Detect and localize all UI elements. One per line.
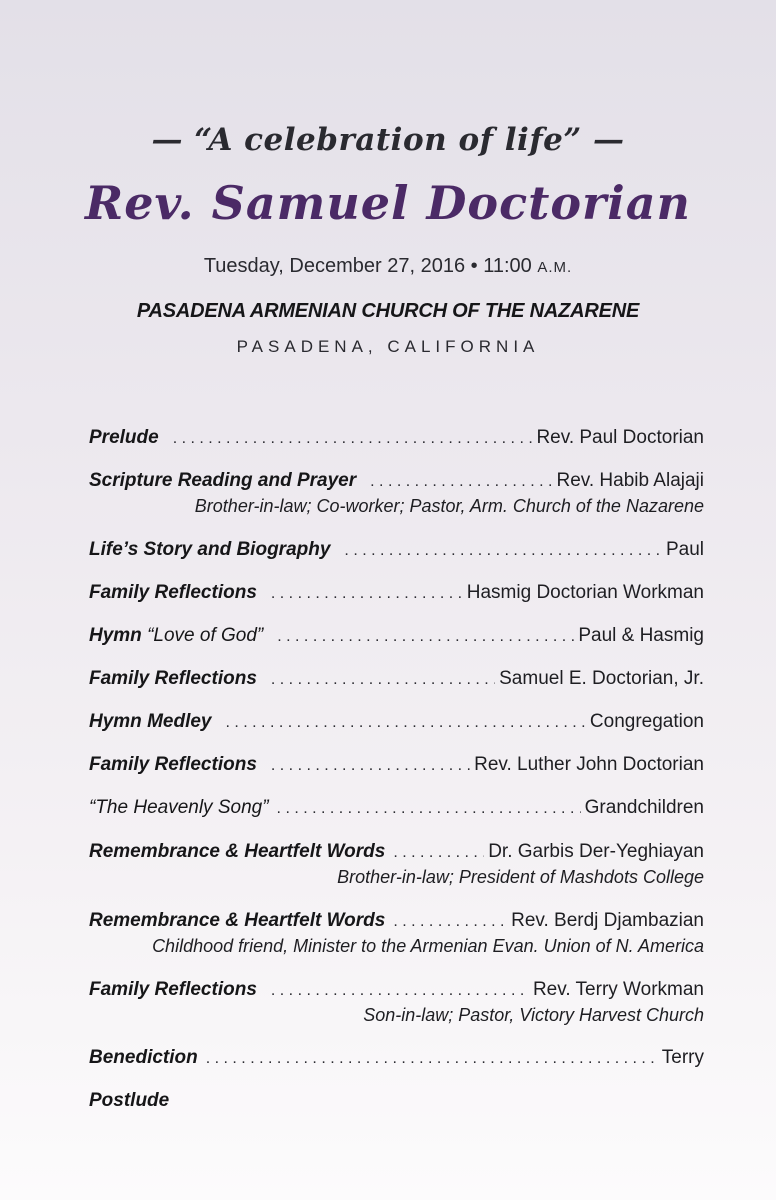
dot-leader <box>271 667 495 693</box>
program-item-title: Family Reflections <box>89 668 257 689</box>
program-item <box>89 839 704 889</box>
program-item <box>89 537 704 563</box>
program-item-title: Prelude <box>89 427 159 448</box>
program-item-person: Rev. Terry Workman <box>532 979 704 1000</box>
program-item-person: Samuel E. Doctorian, Jr. <box>499 668 704 689</box>
program-item-title: Hymn Medley <box>89 711 212 732</box>
program-item-person: Congregation <box>589 711 704 732</box>
program-item-note: Brother-in-law; President of Mashdots College <box>337 867 704 887</box>
program-item-title: Remembrance & Heartfelt Words <box>89 841 386 862</box>
dot-leader <box>370 469 552 495</box>
program-item-title: Postlude <box>89 1090 170 1111</box>
program-item-title: Family Reflections <box>89 979 257 1000</box>
program-item <box>89 1088 704 1114</box>
program-item-title: Remembrance & Heartfelt Words <box>89 910 386 931</box>
program-item <box>89 709 704 735</box>
program-item-title: Scripture Reading and Prayer <box>89 470 357 491</box>
church-name: PASADENA ARMENIAN CHURCH OF THE NAZARENE <box>136 300 640 322</box>
program-item-person: Grandchildren <box>584 797 704 818</box>
program-item-person: Rev. Habib Alajaji <box>556 470 704 491</box>
program-item <box>89 425 704 451</box>
program-item-note: Childhood friend, Minister to the Armenian Evan. Union of N. America <box>152 936 704 956</box>
dot-leader <box>277 796 581 822</box>
program-item-note: Brother-in-law; Co-worker; Pastor, Arm. Church of the Nazarene <box>194 496 704 516</box>
service-date-text: Tuesday, December 27, 2016 • 11:00 <box>203 255 532 277</box>
program-item-person: Terry <box>661 1047 704 1068</box>
hymn-name: “Love of God” <box>147 625 264 646</box>
program-item <box>89 666 704 692</box>
dot-leader <box>393 909 507 935</box>
program-item-title: Family Reflections <box>89 754 257 775</box>
program-item <box>89 468 704 518</box>
dot-leader <box>271 581 463 607</box>
program-item <box>89 623 704 649</box>
program-item <box>89 977 704 1027</box>
service-date <box>0 255 776 278</box>
program-item-person: Rev. Luther John Doctorian <box>474 754 704 775</box>
dot-leader <box>271 753 470 779</box>
program-item <box>89 908 704 958</box>
dot-leader <box>206 1046 658 1072</box>
tagline: — “A celebration of life” — <box>151 122 625 158</box>
program-item <box>89 1045 704 1071</box>
dot-leader <box>277 624 574 650</box>
church-location: PASADENA, CALIFORNIA <box>236 337 540 356</box>
program-item <box>89 795 704 821</box>
program-item <box>89 580 704 606</box>
dot-leader <box>225 710 585 736</box>
dot-leader <box>344 538 662 564</box>
program-item-person: Rev. Paul Doctorian <box>536 427 704 448</box>
program-item-title: Hymn <box>89 625 142 646</box>
dot-leader <box>173 426 533 452</box>
service-time-suffix: A.M. <box>537 259 573 276</box>
honoree-name: Rev. Samuel Doctorian <box>85 176 691 230</box>
program-item-person: Paul & Hasmig <box>578 625 704 646</box>
program-item-title: Family Reflections <box>89 582 257 603</box>
program-item-person: Hasmig Doctorian Workman <box>466 582 704 603</box>
program-item-person: Dr. Garbis Der-Yeghiayan <box>488 841 704 862</box>
program-item-person: Rev. Berdj Djambazian <box>511 910 704 931</box>
dot-leader <box>271 978 529 1004</box>
program-item <box>89 752 704 778</box>
program-item-person: Paul <box>665 539 704 560</box>
program-item-title: Benediction <box>89 1047 198 1068</box>
program-item-note: Son-in-law; Pastor, Victory Harvest Church <box>363 1005 704 1025</box>
program-item-title: “The Heavenly Song” <box>89 797 269 818</box>
program-item-title: Life’s Story and Biography <box>89 539 331 560</box>
dot-leader <box>393 840 484 866</box>
